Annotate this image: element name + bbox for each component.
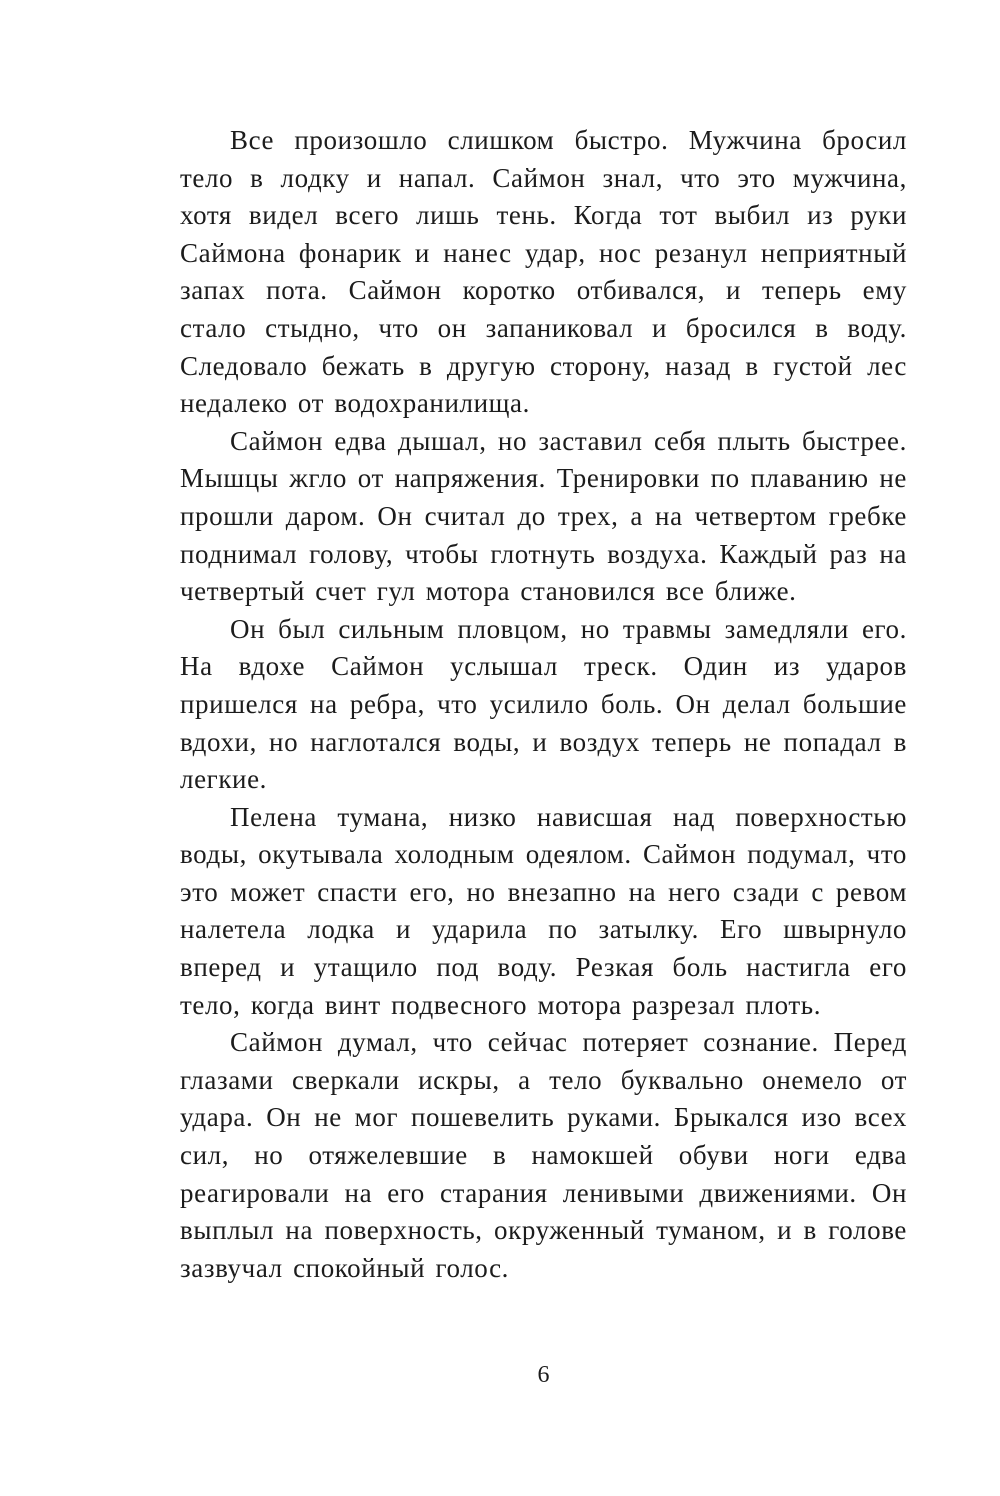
paragraph: Пелена тумана, низко нависшая над поверхностью воды, окутывала холодным одеялом. Саймон подумал, что это может спасти его, но внезапно на него сзади с ревом налетела лодка и ударила по затылку. Его швырнуло вперед и утащило под воду. Резкая боль настигла его тело, когда винт подвесного мотора разрезал плоть. [180, 801, 907, 1020]
body-text [180, 122, 907, 1287]
paragraph: Саймон думал, что сейчас потеряет сознание. Перед глазами сверкали искры, а тело буквально онемело от удара. Он не мог пошевелить руками. Брыкался изо всех сил, но отяжелевшие в намокшей обуви ноги едва реагировали на его старания ленивыми движениями. Он выплыл на поверхность, окруженный туманом, и в голове зазвучал спокойный голос. [180, 1027, 907, 1283]
paragraph: Он был сильным пловцом, но травмы замедляли его. На вдохе Саймон услышал треск. Один из ударов пришелся на ребра, что усилило боль. Он делал большие вдохи, но наглотался воды, и воздух теперь не попадал в легкие. [180, 613, 907, 795]
paragraph: Саймон едва дышал, но заставил себя плыть быстрее. Мышцы жгло от напряжения. Тренировки по плаванию не прошли даром. Он считал до трех, а на четвертом гребке поднимал голову, чтобы глотнуть воздуха. Каждый раз на четвертый счет гул мотора становился все ближе. [180, 425, 907, 607]
paragraph: Все произошло слишком быстро. Мужчина бросил тело в лодку и напал. Саймон знал, что это мужчина, хотя видел всего лишь тень. Когда тот выбил из руки Саймона фонарик и нанес удар, нос резанул неприятный запах пота. Саймон коротко отбивался, и теперь ему стало стыдно, что он запаниковал и бросился в воду. Следовало бежать в другую сторону, назад в густой лес недалеко от водохранилища. [180, 125, 907, 419]
page-number: 6 [537, 1362, 550, 1388]
